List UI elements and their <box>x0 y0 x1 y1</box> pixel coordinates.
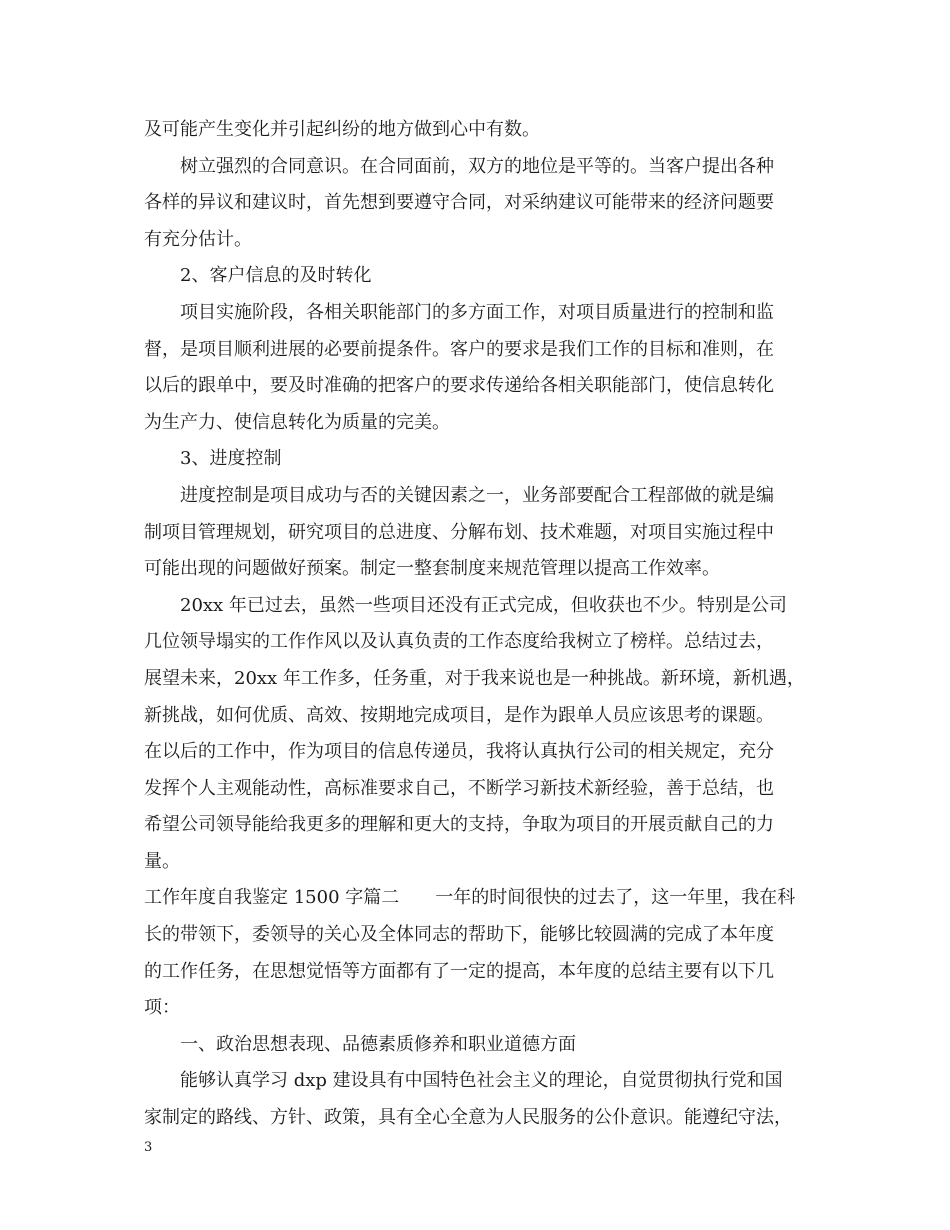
text-line: 量。 <box>144 850 180 872</box>
text-line: 能够认真学习 dxp 建设具有中国特色社会主义的理论，自觉贯彻执行党和国 <box>180 1070 783 1092</box>
text-line: 各样的异议和建议时，首先想到要遵守合同，对采纳建议可能带来的经济问题要 <box>144 192 774 214</box>
text-line: 项： <box>144 997 180 1019</box>
text-line: 在以后的工作中，作为项目的信息传递员，我将认真执行公司的相关规定，充分 <box>144 741 774 763</box>
text-line: 希望公司领导能给我更多的理解和更大的支持，争取为项目的开展贡献自己的力 <box>144 814 774 836</box>
article-title-line: 工作年度自我鉴定 1500 字篇二 一年的时间很快的过去了，这一年里，我在科 <box>144 887 796 909</box>
text-line: 督，是项目顺利进展的必要前提条件。客户的要求是我们工作的目标和准则，在 <box>144 338 774 360</box>
text-line: 有充分估计。 <box>144 228 252 250</box>
page-number: 3 <box>144 1140 153 1155</box>
text-line: 几位领导塌实的工作作风以及认真负责的工作态度给我树立了榜样。总结过去， <box>144 631 774 653</box>
text-line: 为生产力、使信息转化为质量的完美。 <box>144 411 450 433</box>
text-line: 长的带领下，委领导的关心及全体同志的帮助下，能够比较圆满的完成了本年度 <box>144 924 774 946</box>
text-line: 项目实施阶段，各相关职能部门的多方面工作，对项目质量进行的控制和监 <box>180 301 774 323</box>
text-line: 20xx 年已过去，虽然一些项目还没有正式完成，但收获也不少。特别是公司 <box>180 594 787 616</box>
document-body <box>144 112 816 1137</box>
text-line: 展望未来，20xx 年工作多，任务重，对于我来说也是一种挑战。新环境，新机遇， <box>144 667 805 689</box>
text-line: 制项目管理规划，研究项目的总进度、分解布划、技术难题，对项目实施过程中 <box>144 521 774 543</box>
text-line: 的工作任务，在思想觉悟等方面都有了一定的提高，本年度的总结主要有以下几 <box>144 960 774 982</box>
text-line: 可能出现的问题做好预案。制定一整套制度来规范管理以提高工作效率。 <box>144 558 720 580</box>
text-line: 新挑战，如何优质、高效、按期地完成项目，是作为跟单人员应该思考的课题。 <box>144 704 774 726</box>
section-heading: 一、政治思想表现、品德素质修养和职业道德方面 <box>180 1033 576 1055</box>
text-line: 树立强烈的合同意识。在合同面前，双方的地位是平等的。当客户提出各种 <box>180 155 774 177</box>
text-line: 及可能产生变化并引起纠纷的地方做到心中有数。 <box>144 119 540 140</box>
text-line: 进度控制是项目成功与否的关键因素之一，业务部要配合工程部做的就是编 <box>180 484 774 506</box>
section-heading: 2、客户信息的及时转化 <box>180 265 372 287</box>
text-line: 以后的跟单中，要及时准确的把客户的要求传递给各相关职能部门，使信息转化 <box>144 375 774 397</box>
text-line: 家制定的路线、方针、政策，具有全心全意为人民服务的公仆意识。能遵纪守法， <box>144 1107 792 1129</box>
section-heading: 3、进度控制 <box>180 448 282 470</box>
text-line: 发挥个人主观能动性，高标准要求自己，不断学习新技术新经验，善于总结，也 <box>144 777 774 799</box>
